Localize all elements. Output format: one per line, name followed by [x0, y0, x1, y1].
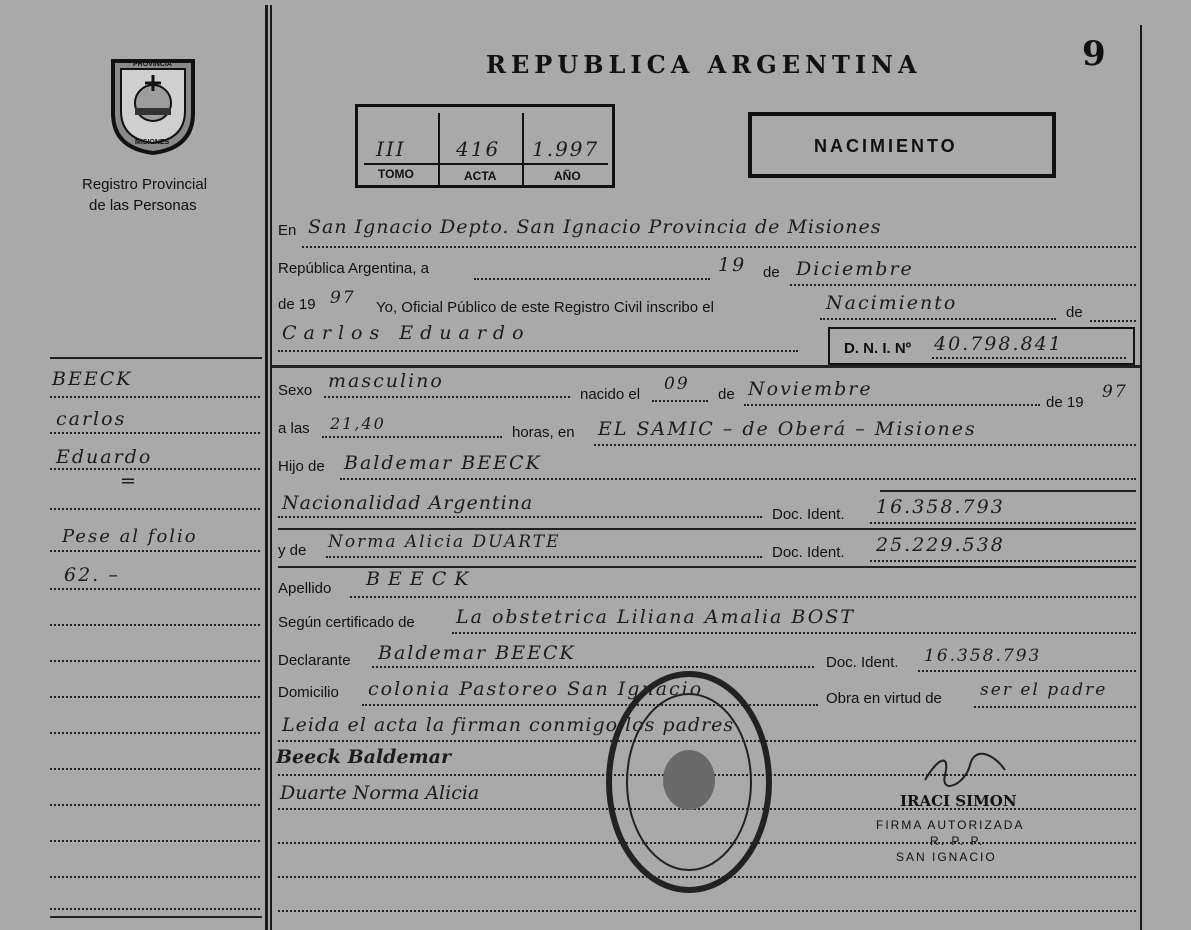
left-dotted-line	[50, 732, 260, 734]
label-doc-ident-padre: Doc. Ident.	[772, 506, 845, 523]
value-padre: Baldemar BEECK	[344, 452, 542, 474]
left-dotted-line	[50, 468, 260, 470]
line-padre-doc	[870, 522, 1136, 524]
label-doc-ident-declarante: Doc. Ident.	[826, 654, 899, 671]
label-y-de: y de	[278, 542, 307, 559]
line-mes	[790, 284, 1136, 286]
value-hora: 21,40	[330, 414, 386, 433]
official-org: R. P. P.	[930, 834, 985, 848]
label-declarante: Declarante	[278, 652, 351, 669]
label-de1: de	[763, 264, 780, 281]
label-doc-ident-madre: Doc. Ident.	[772, 544, 845, 561]
section-separator	[272, 365, 1140, 368]
value-madre: Norma Alicia DUARTE	[328, 532, 561, 552]
label-segun: Según certificado de	[278, 614, 415, 631]
label-dni: D. N. I. Nº	[844, 340, 912, 357]
label-yo-oficial: Yo, Oficial Público de este Registro Civil inscribo el	[376, 299, 714, 316]
line-obra	[974, 706, 1136, 708]
line-apellido	[350, 596, 1136, 598]
dni-box	[828, 327, 1135, 365]
doc-type-label: NACIMIENTO	[814, 136, 958, 156]
left-dotted-line	[50, 624, 260, 626]
doc-type-box	[748, 112, 1056, 178]
value-acto: Nacimiento	[826, 292, 958, 314]
line-republica	[474, 278, 710, 280]
left-dotted-line	[50, 908, 260, 910]
tomo-value: III	[376, 137, 406, 161]
label-de19: de 19	[1046, 394, 1084, 411]
emblem-bottom-text: MISIONES	[135, 139, 170, 146]
left-dotted-line	[50, 768, 260, 770]
value-lugar-nac: EL SAMIC – de Oberá – Misiones	[598, 418, 977, 440]
official-signature-scribble	[920, 750, 1010, 790]
official-title: FIRMA AUTORIZADA	[876, 818, 1025, 832]
value-nac-dia: 09	[664, 374, 690, 394]
line-sexo	[324, 396, 570, 398]
line-nacionalidad	[278, 516, 762, 518]
label-de-anio: de 19	[278, 296, 316, 313]
left-dotted-line	[50, 508, 260, 510]
label-de2: de	[1066, 304, 1083, 321]
acta-value: 416	[456, 137, 501, 161]
value-mes: Diciembre	[796, 258, 914, 280]
margin-note-folio-number: 62. –	[64, 564, 120, 586]
margin-note-folio: Pese al folio	[62, 526, 198, 547]
line-madre-doc	[870, 560, 1136, 562]
left-dotted-line	[50, 696, 260, 698]
left-dotted-line	[50, 550, 260, 552]
page-number: 9	[1082, 34, 1106, 74]
value-nac-anio: 97	[1102, 382, 1128, 402]
value-declarante: Baldemar BEECK	[378, 642, 576, 664]
label-domicilio: Domicilio	[278, 684, 339, 701]
left-column-border	[265, 5, 268, 930]
official-name: IRACI SIMON	[900, 792, 1017, 810]
label-a-las: a las	[278, 420, 310, 437]
ano-label: AÑO	[554, 169, 581, 183]
value-anio: 97	[330, 288, 356, 308]
margin-note-name1: carlos	[56, 408, 127, 430]
value-domicilio: colonia Pastoreo San Ignacio	[368, 678, 704, 700]
label-apellido: Apellido	[278, 580, 332, 597]
blank-line	[278, 910, 1136, 912]
label-hijo-de: Hijo de	[278, 458, 325, 475]
line-nac-mes	[744, 404, 1040, 406]
ano-value: 1.997	[532, 137, 600, 161]
value-certificado: La obstetrica Liliana Amalia BOST	[456, 606, 855, 628]
left-column-bottom-rule	[50, 916, 262, 918]
label-republica: República Argentina, a	[278, 260, 429, 277]
acta-label: ACTA	[464, 169, 497, 183]
province-emblem	[105, 53, 201, 157]
value-nacionalidad: Nacionalidad Argentina	[282, 492, 534, 514]
official-place: SAN IGNACIO	[896, 850, 997, 864]
left-dotted-line	[50, 840, 260, 842]
label-obra: Obra en virtud de	[826, 690, 942, 707]
line-padre	[340, 478, 1136, 480]
line-hora	[322, 436, 502, 438]
value-nombre: Carlos Eduardo	[282, 322, 531, 344]
tomo-label: TOMO	[378, 167, 414, 181]
value-lectura: Leida el acta la firman conmigo los padres	[282, 714, 735, 736]
line-madre	[326, 556, 762, 558]
label-sexo: Sexo	[278, 382, 313, 399]
left-dotted-line	[50, 588, 260, 590]
value-dni: 40.798.841	[934, 333, 1063, 355]
emblem-top-text: PROVINCIA	[133, 61, 172, 68]
value-sexo: masculino	[328, 370, 444, 392]
margin-note-surname: BEECK	[52, 368, 133, 390]
margin-note-name2: Eduardo	[56, 446, 153, 468]
value-apellido: BEECK	[366, 568, 477, 590]
line-nac-dia	[652, 400, 708, 402]
registry-line-1: Registro Provincial	[82, 176, 208, 193]
left-dotted-line	[50, 660, 260, 662]
value-obra: ser el padre	[980, 680, 1108, 700]
line-nombre	[278, 350, 798, 352]
left-dotted-line	[50, 876, 260, 878]
official-circular-stamp	[604, 668, 774, 896]
left-column-top-rule	[50, 357, 262, 359]
row-rule	[880, 490, 1136, 492]
label-horas-en: horas, en	[512, 424, 575, 441]
right-border	[1140, 25, 1142, 930]
line-en	[302, 246, 1136, 248]
left-dotted-line	[50, 804, 260, 806]
value-nac-mes: Noviembre	[748, 378, 873, 400]
value-lugar: San Ignacio Depto. San Ignacio Provincia de Misiones	[308, 216, 882, 238]
label-nacido: nacido el	[580, 386, 641, 403]
value-padre-doc: 16.358.793	[876, 496, 1005, 518]
value-dia: 19	[718, 254, 747, 276]
value-madre-doc: 25.229.538	[876, 534, 1005, 556]
registry-line-2: de las Personas	[89, 197, 197, 214]
line-certificado	[452, 632, 1136, 634]
signature-parent-1: Beeck Baldemar	[276, 746, 451, 768]
inner-column-border	[270, 5, 272, 930]
registry-box	[355, 104, 615, 188]
left-dotted-line	[50, 396, 260, 398]
signature-parent-2: Duarte Norma Alicia	[280, 782, 480, 804]
label-en: En	[278, 222, 297, 239]
line-lugar-nac	[594, 444, 1136, 446]
country-title: REPUBLICA ARGENTINA	[486, 50, 922, 79]
line-dni	[932, 357, 1126, 359]
row-rule	[278, 528, 1136, 530]
value-declarante-doc: 16.358.793	[924, 646, 1042, 666]
margin-note-equals: =	[120, 470, 138, 492]
line-declarante-doc	[918, 670, 1136, 672]
left-dotted-line	[50, 432, 260, 434]
line-acto	[820, 318, 1056, 320]
line-de2	[1090, 320, 1136, 322]
label-de3: de	[718, 386, 735, 403]
